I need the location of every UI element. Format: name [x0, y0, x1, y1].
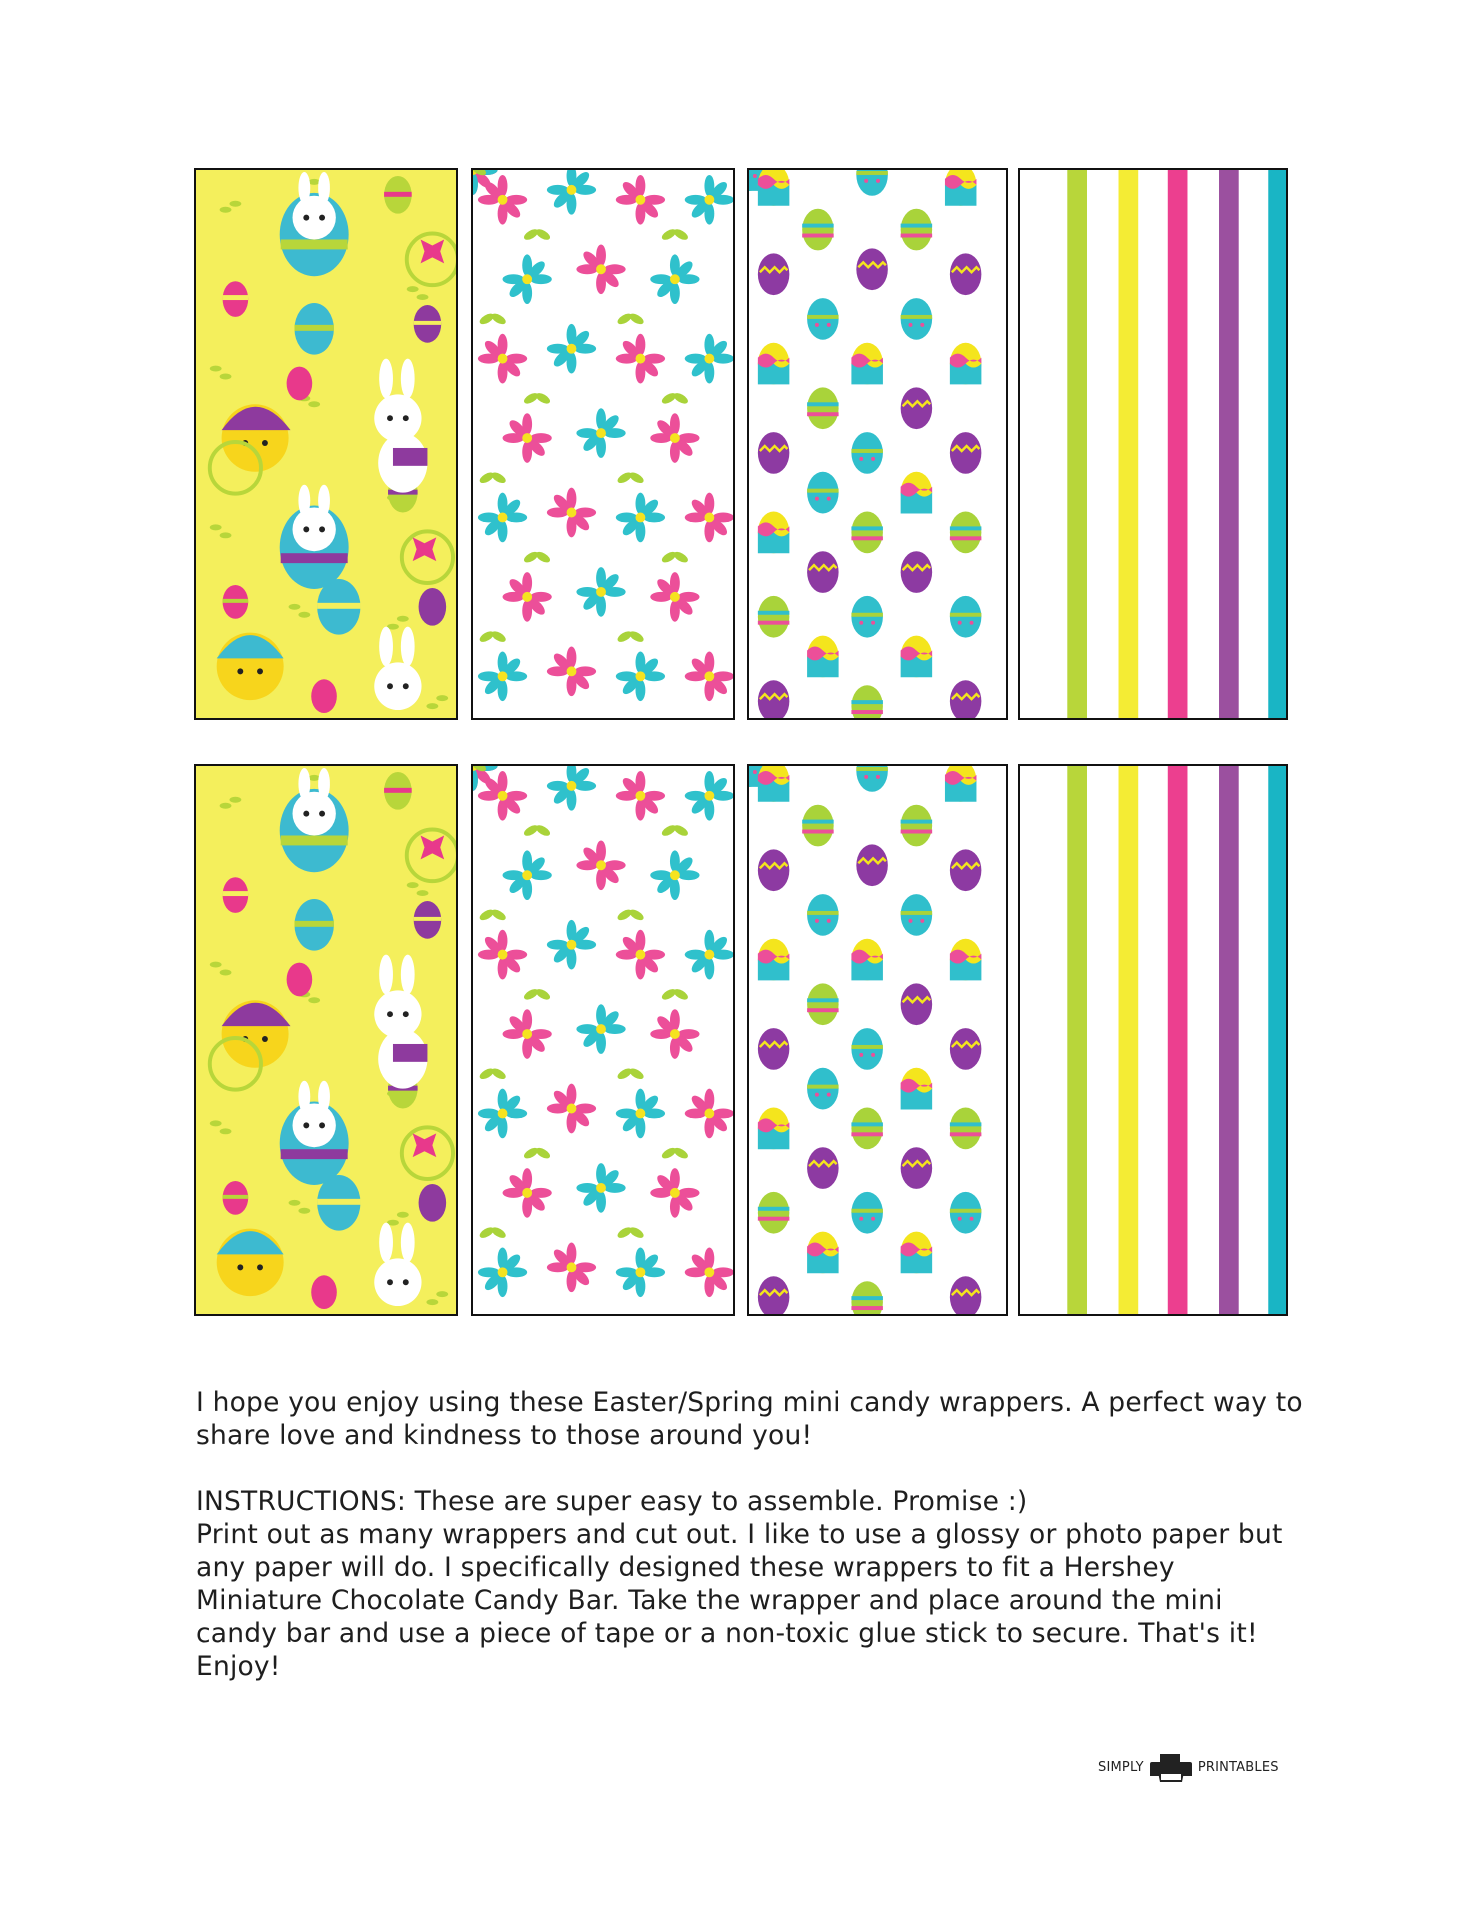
simply-printables-logo [1098, 1750, 1279, 1784]
stripe-pattern [1020, 170, 1286, 718]
candy-wrapper-stripes [1018, 168, 1288, 720]
bunny-egg-pattern [196, 766, 456, 1314]
candy-wrapper-stripes [1018, 764, 1288, 1316]
flower-pattern [473, 170, 733, 718]
candy-wrapper-bunny [194, 168, 458, 720]
logo-text-left: SIMPLY [1098, 1759, 1144, 1775]
candy-wrapper-eggs [747, 764, 1008, 1316]
candy-wrapper-flowers [471, 168, 735, 720]
candy-wrapper-bunny [194, 764, 458, 1316]
egg-pattern [749, 170, 1006, 718]
instructions-body: Print out as many wrappers and cut out. I like to use a glossy or photo paper but any paper will do. I specifically designed these wrappers to fit a Hershey Miniature Chocolate Candy Bar. Take the wrapper and place around the mini candy bar and use a piece of tape or a non-toxic glue stick to secure. That's it! Enjoy! [196, 1519, 1283, 1682]
intro-text: I hope you enjoy using these Easter/Spring mini candy wrappers. A perfect way to share love and kindness to those around you! [196, 1387, 1303, 1451]
candy-wrapper-flowers [471, 764, 735, 1316]
printer-icon [1148, 1750, 1194, 1784]
egg-pattern [749, 766, 1006, 1314]
logo-text-right: PRINTABLES [1197, 1759, 1279, 1775]
instructions-block [196, 1485, 1306, 1683]
flower-pattern [473, 766, 733, 1314]
candy-wrapper-eggs [747, 168, 1008, 720]
instructions-heading: INSTRUCTIONS: These are super easy to assemble. Promise :) [196, 1486, 1028, 1517]
intro-paragraph [196, 1386, 1306, 1452]
stripe-pattern [1020, 766, 1286, 1314]
bunny-egg-pattern [196, 170, 456, 718]
